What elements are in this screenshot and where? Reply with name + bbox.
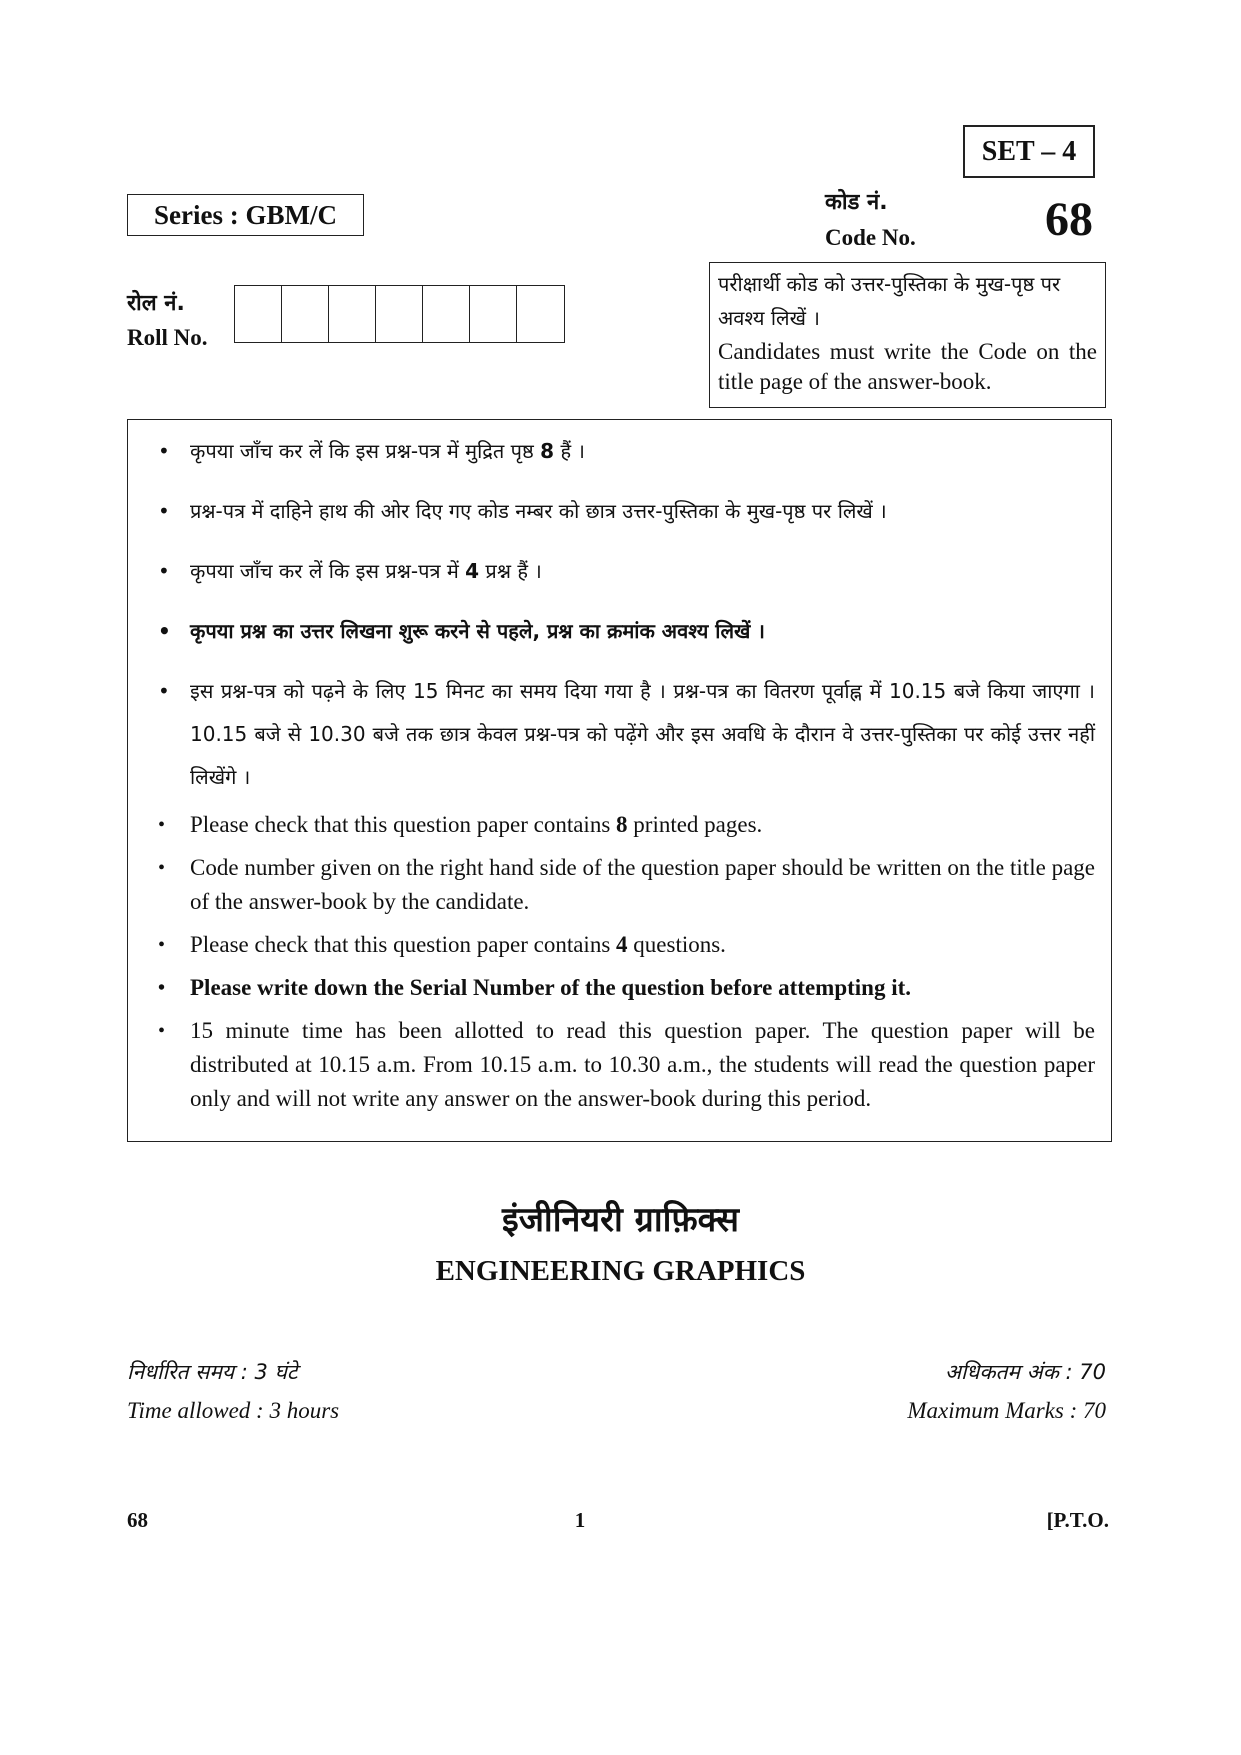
instruction-item [148,550,1095,592]
candidate-note-box [709,262,1106,408]
set-number-box: SET – 4 [963,125,1095,178]
instruction-text: कृपया जाँच कर लें कि इस प्रश्न-पत्र में [190,559,466,583]
bullet-icon: • [158,934,166,956]
instruction-text: Please check that this question paper contains [190,812,617,837]
bullet-icon: • [158,679,170,703]
instruction-item [148,1014,1095,1116]
bullet-icon: • [158,559,170,583]
instruction-text: कृपया प्रश्न का उत्तर लिखना शुरू करने से पहले, प्रश्न का क्रमांक अवश्य लिखें । [190,619,765,643]
roll-cell[interactable] [235,286,282,342]
instruction-item [148,670,1095,799]
instruction-text: हैं । [554,439,586,463]
subject-title-english: ENGINEERING GRAPHICS [435,1255,806,1287]
maximum-marks-hindi: अधिकतम अंक : 70 [944,1360,1106,1384]
instructions-box [127,419,1112,1142]
pto-label: [P.T.O. [1046,1508,1109,1532]
subject-title-hindi: इंजीनियरी ग्राफ़िक्स [502,1200,739,1240]
instruction-bold: 4 [616,932,628,957]
bullet-icon: • [158,1020,166,1042]
instruction-item [148,808,1095,842]
bullet-icon: • [158,857,166,879]
roll-cell[interactable] [376,286,423,342]
roll-label-hindi: रोल नं. [127,291,185,316]
bullet-icon: • [158,814,166,836]
roll-cell[interactable] [517,286,564,342]
candidate-note-hindi: परीक्षार्थी कोड को उत्तर-पुस्तिका के मुख-पृष्ठ पर अवश्य लिखें । [718,272,1061,330]
roll-number-grid [234,285,565,343]
bullet-icon: • [158,439,170,463]
code-label-english: Code No. [825,225,916,250]
instruction-text: printed pages. [627,812,763,837]
instruction-bold: 8 [616,812,628,837]
footer-code: 68 [127,1508,148,1532]
instruction-item [148,851,1095,919]
time-allowed-hindi: निर्धारित समय : 3 घंटे [127,1360,298,1384]
instruction-item [148,610,1095,652]
bullet-icon: • [158,619,171,643]
bullet-icon: • [158,977,166,999]
code-label-hindi: कोड नं. [825,190,888,215]
roll-label-english: Roll No. [127,325,208,350]
code-number: 68 [1045,193,1093,246]
instruction-text: 15 minute time has been allotted to read this question paper. The question paper will be distributed at 10.15 a.m. From 10.15 a.m. to 10.30 a.m., the students will read the question paper only and will not write any answer on the answer-book during this period. [190,1018,1095,1111]
roll-cell[interactable] [329,286,376,342]
candidate-note-english: Candidates must write the Code on the title page of the answer-book. [718,339,1097,394]
instruction-text: Please check that this question paper contains [190,932,617,957]
instruction-text: प्रश्न हैं । [479,559,542,583]
instruction-text: कृपया जाँच कर लें कि इस प्रश्न-पत्र में मुद्रित पृष्ठ [190,439,541,463]
instruction-text: प्रश्न-पत्र में दाहिने हाथ की ओर दिए गए कोड नम्बर को छात्र उत्तर-पुस्तिका के मुख-पृष्ठ पर लिखें । [190,499,887,523]
instruction-bold: 8 [540,439,555,463]
instruction-text: इस प्रश्न-पत्र को पढ़ने के लिए 15 मिनट का समय दिया गया है । प्रश्न-पत्र का वितरण पूर्वाह्न में 10.15 बजे किया जाएगा । 10.15 बजे से 10.30 बजे तक छात्र केवल प्रश्न-पत्र को पढ़ेंगे और इस अवधि के दौरान वे उत्तर-पुस्तिका पर कोई उत्तर नहीं लिखेंगे । [190,679,1095,789]
instruction-item [148,928,1095,962]
roll-cell[interactable] [282,286,329,342]
instruction-text: questions. [627,932,726,957]
instruction-item [148,971,1095,1005]
instruction-bold: 4 [465,559,480,583]
roll-cell[interactable] [423,286,470,342]
roll-cell[interactable] [470,286,517,342]
instruction-item [148,490,1095,532]
maximum-marks-english: Maximum Marks : 70 [907,1398,1106,1423]
instruction-text: Please write down the Serial Number of the question before attempting it. [190,975,912,1000]
instruction-item [148,430,1095,472]
time-allowed-english: Time allowed : 3 hours [127,1398,340,1423]
page-number: 1 [574,1508,586,1532]
bullet-icon: • [158,499,170,523]
series-label: Series : GBM/C [127,194,364,236]
instruction-text: Code number given on the right hand side of the question paper should be written on the title page of the answer-book by the candidate. [190,855,1095,914]
